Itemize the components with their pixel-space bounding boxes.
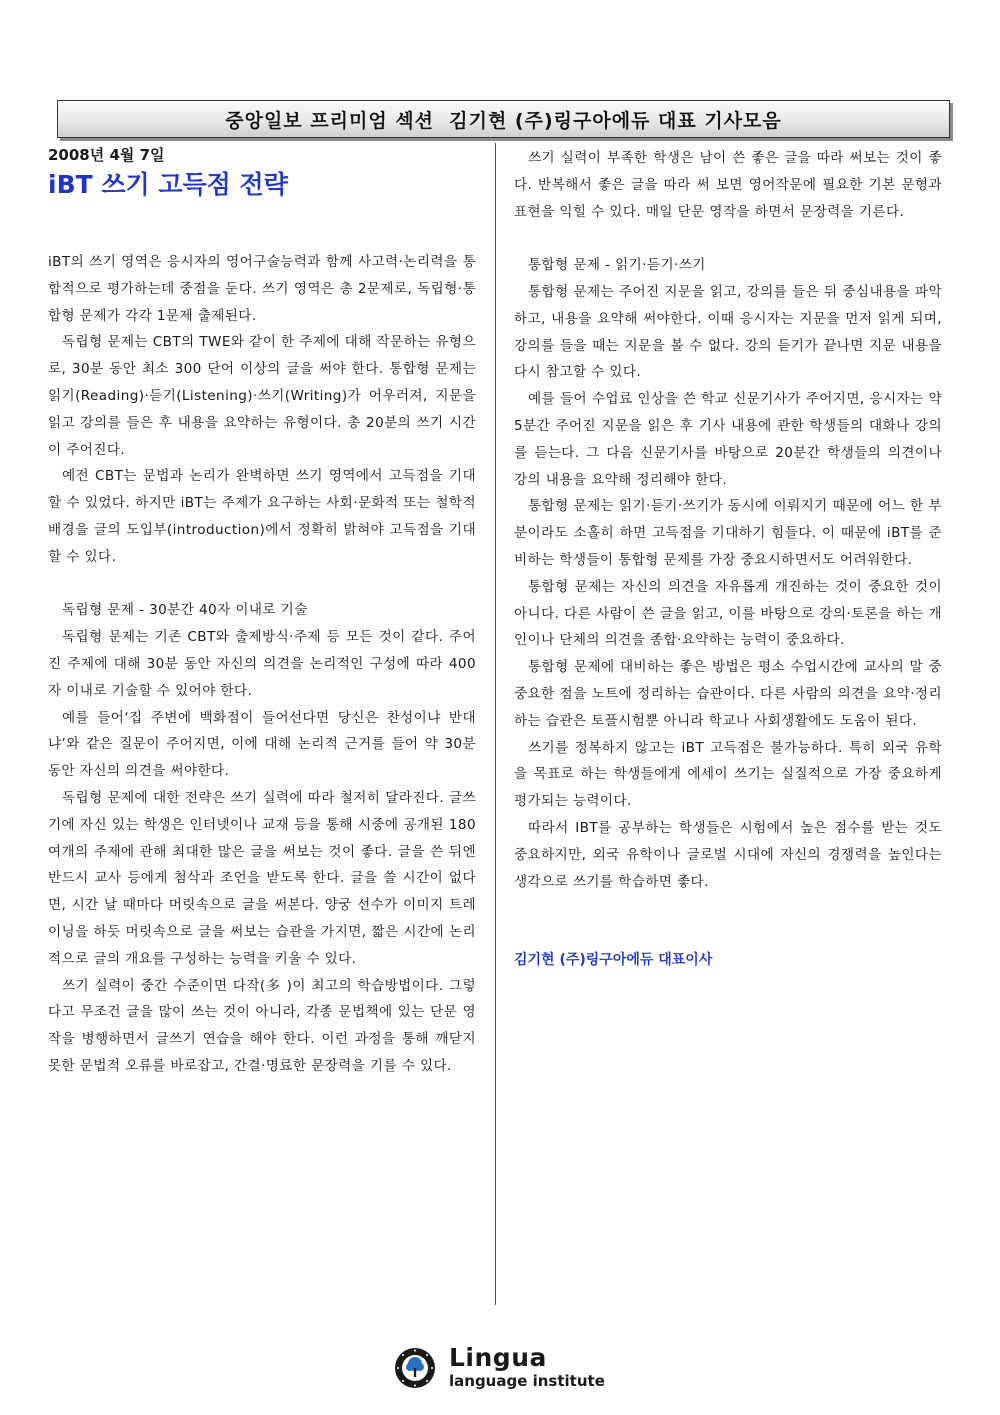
paragraph: 예를 들어 수업료 인상을 쓴 학교 신문기사가 주어지면, 응시자는 약 5분간 주어진 지문을 읽은 후 기사 내용에 관한 학생들의 대화나 강의를 듣는다. 그 다음 신문기사를 바탕으로 20분간 학생들의 의견이나 강의 내용을 요약해 정리해야 한다. — [514, 391, 942, 488]
paragraph: 통합형 문제는 자신의 의견을 자유롭게 개진하는 것이 중요한 것이 아니다. 다른 사람이 쓴 글을 읽고, 이를 바탕으로 강의·토론을 하는 개인이나 단체의 의견을 종합·요약하는 능력이 중요하다. — [514, 578, 942, 649]
left-column — [48, 145, 476, 1080]
logo-wordmark: Lingua — [449, 1343, 547, 1372]
paragraph: 독립형 문제는 CBT의 TWE와 같이 한 주제에 대해 작문하는 유형으로, 30분 동안 최소 300 단어 이상의 글을 써야 한다. 통합형 문제는 읽기(Reading)·듣기(Listening)·쓰기(Writing)가 어우러져, 지문을 읽고 강의를 들은 후 내용을 요약하는 유형이다. 총 20분의 쓰기 시간이 주어진다. — [48, 334, 476, 458]
header-title: 중앙일보 프리미엄 섹션 김기현 (주)링구아에듀 대표 기사모음 — [225, 109, 782, 132]
paragraph: 쓰기를 정복하지 않고는 iBT 고득점은 불가능하다. 특히 외국 유학을 목표로 하는 학생들에게 에세이 쓰기는 실질적으로 가장 중요하게 평가되는 능력이다. — [514, 739, 942, 810]
paragraph: 예전 CBT는 문법과 논리가 완벽하면 쓰기 영역에서 고득점을 기대할 수 있었다. 하지만 iBT는 주제가 요구하는 사회·문화적 또는 철학적 배경을 글의 도입부(introduction)에서 정확히 밝혀야 고득점을 기대할 수 있다. — [48, 468, 476, 565]
paragraph: 쓰기 실력이 중간 수준이면 다작(多 )이 최고의 학습방법이다. 그렇다고 무조건 글을 많이 쓰는 것이 아니라, 각종 문법책에 있는 단문 영작을 병행하면서 글쓰기 연습을 해야 한다. 이런 과정을 통해 깨닫지 못한 문법적 오류를 바로잡고, 간결·명료한 문장력을 기를 수 있다. — [48, 977, 476, 1074]
section-heading: 통합형 문제 - 읽기·듣기·쓰기 — [528, 257, 706, 274]
paragraph: 통합형 문제는 주어진 지문을 읽고, 강의를 들은 뒤 중심내용을 파악하고, 내용을 요약해 써야한다. 이때 응시자는 지문을 먼저 읽게 되며, 강의를 들을 때는 지문을 볼 수 없다. 강의 듣기가 끝나면 지문 내용을 다시 참고할 수 있다. — [514, 283, 942, 381]
article-date: 2008년 4월 7일 — [48, 146, 165, 164]
paragraph: 예를 들어‘집 주변에 백화점이 들어선다면 당신은 찬성이냐 반대냐’와 같은 질문이 주어지면, 이에 대해 논리적 근거를 들어 약 30분 동안 자신의 의견을 써야한다. — [48, 709, 476, 780]
paragraph: 쓰기 실력이 부족한 학생은 남이 쓴 좋은 글을 따라 써보는 것이 좋다. 반복해서 좋은 글을 따라 써 보면 영어작문에 필요한 기본 문형과 표현을 익힐 수 있다. 매일 단문 영작을 하면서 문장력을 기른다. — [514, 150, 942, 220]
paragraph: iBT의 쓰기 영역은 응시자의 영어구술능력과 함께 사고력·논리력을 통합적으로 평가하는데 중점을 둔다. 쓰기 영역은 총 2문제로, 독립형·통합형 문제가 각각 1문제 출제된다. — [48, 254, 476, 324]
right-column — [514, 145, 942, 971]
column-divider — [495, 143, 496, 1305]
paragraph: 통합형 문제는 읽기·듣기·쓰기가 동시에 이뤄지기 때문에 어느 한 부분이라도 소홀히 하면 고득점을 기대하기 힘들다. 이 때문에 iBT를 준비하는 학생들이 통합형 문제를 가장 중요시하면서도 어려워한다. — [514, 498, 942, 568]
section-heading: 독립형 문제 - 30분간 40자 이내로 기술 — [62, 602, 308, 619]
paragraph: 독립형 문제는 기존 CBT와 출제방식·주제 등 모든 것이 같다. 주어진 주제에 대해 30분 동안 자신의 의견을 논리적인 구성에 따라 400자 이내로 기술할 수 있어야 한다. — [48, 629, 476, 699]
paragraph: 따라서 IBT를 공부하는 학생들은 시험에서 높은 점수를 받는 것도 중요하지만, 외국 유학이나 글로벌 시대에 자신의 경쟁력을 높인다는 생각으로 쓰기를 학습하면 좋다. — [514, 819, 942, 890]
logo-subtitle: language institute — [449, 1372, 605, 1390]
header-banner — [57, 100, 950, 138]
paragraph: 독립형 문제에 대한 전략은 쓰기 실력에 따라 철저히 달라진다. 글쓰기에 자신 있는 학생은 인터넷이나 교재 등을 통해 시중에 공개된 180여개의 주제에 관해 최대한 많은 글을 써보는 것이 좋다. 글을 쓴 뒤엔 반드시 교사 등에게 첨삭과 조언을 받도록 한다. 글을 쓸 시간이 없다면, 시간 날 때마다 머릿속으로 글을 써본다. 양궁 선수가 이미지 트레이닝을 하듯 머릿속으로 글을 써보는 습관을 가지면, 짧은 시간에 논리적으로 글의 개요를 구성하는 능력을 키울 수 있다. — [48, 789, 476, 967]
article-title: iBT 쓰기 고득점 전략 — [48, 170, 288, 199]
paragraph: 통합형 문제에 대비하는 좋은 방법은 평소 수업시간에 교사의 말 중 중요한 점을 노트에 정리하는 습관이다. 다른 사람의 의견을 요약·정리하는 습관은 토플시험뿐 아니라 학교나 사회생활에도 도움이 된다. — [514, 659, 942, 729]
lingua-logo — [393, 1344, 623, 1394]
lingua-emblem-icon — [393, 1346, 437, 1390]
author-byline: 김기현 (주)링구아에듀 대표이사 — [514, 952, 713, 969]
